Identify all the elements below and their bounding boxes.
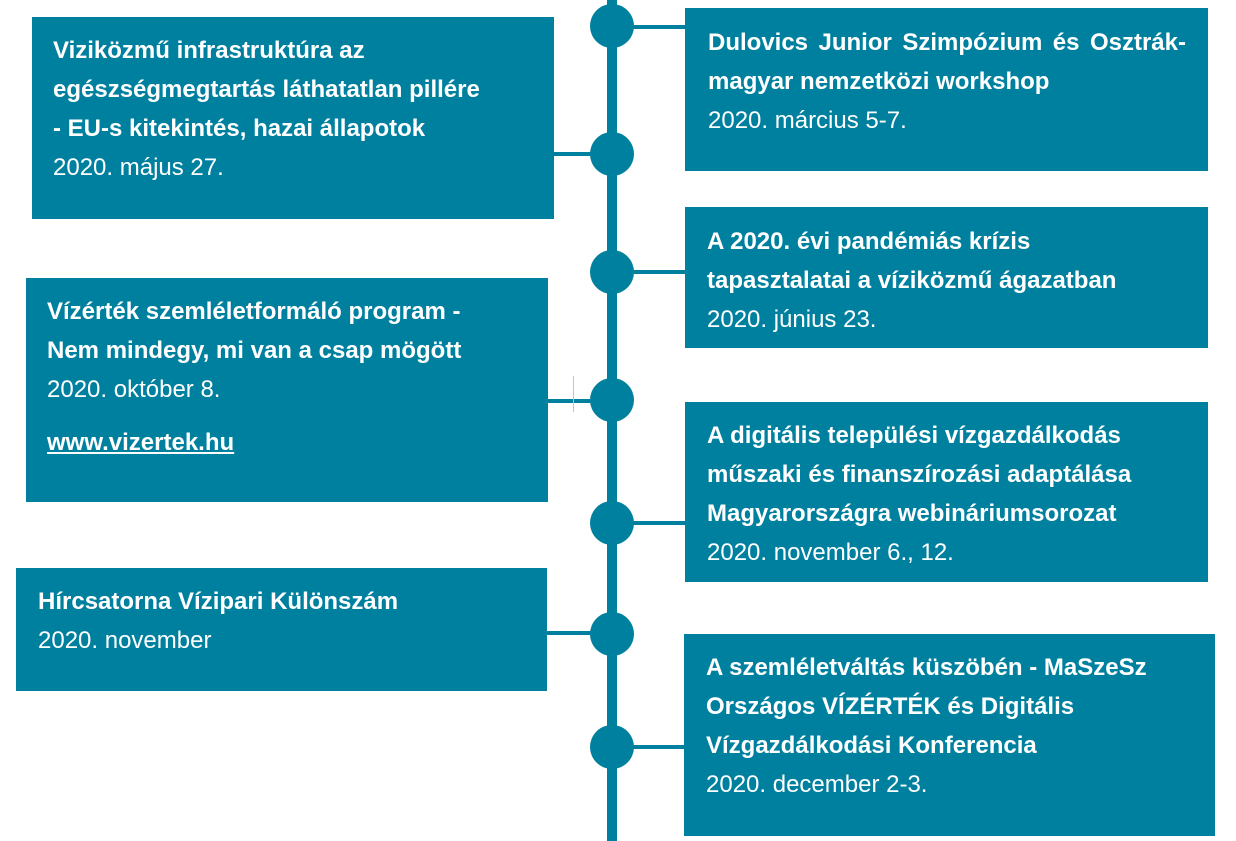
vizertek-website-link[interactable]: www.vizertek.hu [47,429,235,456]
event-card-pandemia [685,207,1208,348]
timeline-node [590,250,634,294]
event-date: 2020. március 5-7. [708,107,907,134]
event-card-dulovics [685,8,1208,171]
event-title: Hírcsatorna Vízipari Különszám [38,588,399,615]
event-card-vizertek [26,278,548,502]
event-date: 2020. május 27. [53,154,224,181]
event-card-viz-infra [32,17,554,219]
timeline-node [590,378,634,422]
event-date: 2020. november [38,627,212,654]
event-date: 2020. december 2-3. [706,771,928,798]
timeline-node [590,4,634,48]
event-date: 2020. november 6., 12. [707,539,954,566]
event-card-digitalis [685,402,1208,582]
event-title: A szemléletváltás küszöbén - MaSzeSz Országos VÍZÉRTÉK és Digitális Vízgazdálkodási Konferencia [706,654,1147,759]
event-date: 2020. június 23. [707,306,877,333]
event-card-szemleletvaltas [684,634,1215,836]
event-title: Dulovics Junior Szimpózium és Osztrák-magyar nemzetközi workshop [708,29,1186,95]
event-date: 2020. október 8. [47,376,221,403]
timeline-node [590,501,634,545]
text-cursor [573,376,574,412]
event-title: Viziközmű infrastruktúra az egészségmegtartás láthatatlan pillére - EU-s kitekintés, hazai állapotok [53,37,480,142]
event-title: A 2020. évi pandémiás krízis tapasztalatai a víziközmű ágazatban [707,228,1117,294]
timeline-node [590,725,634,769]
timeline-node [590,132,634,176]
event-title: Vízérték szemléletformáló program - Nem mindegy, mi van a csap mögött [47,298,462,364]
event-card-hircsatorna [16,568,547,691]
event-title: A digitális települési vízgazdálkodás műszaki és finanszírozási adaptálása Magyarországra webináriumsorozat [707,422,1132,527]
timeline-node [590,612,634,656]
